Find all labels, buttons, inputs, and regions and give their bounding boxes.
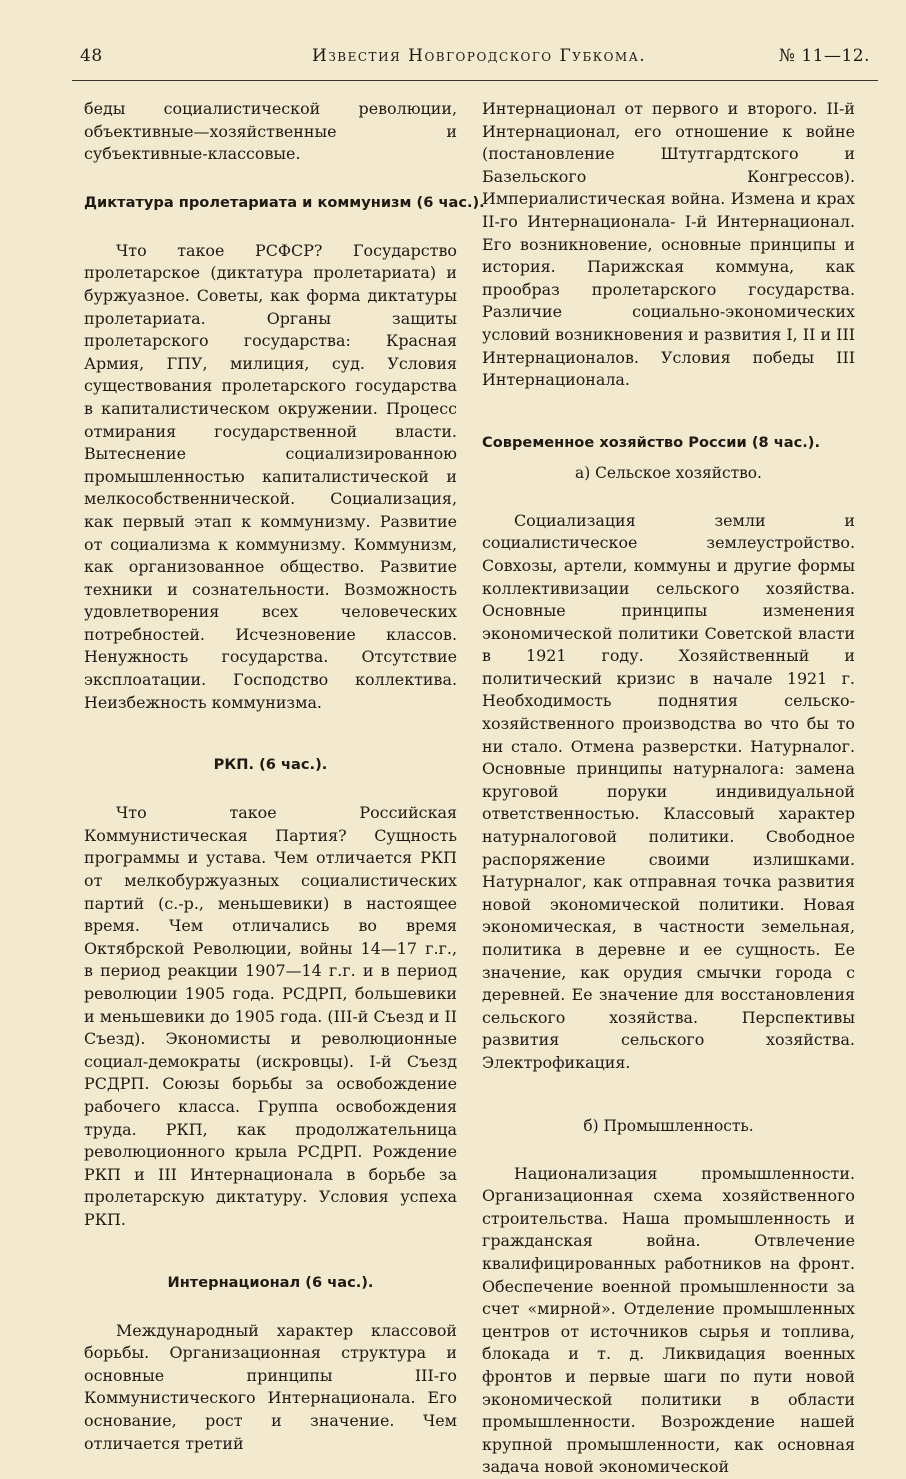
section-heading: Современное хозяйство России (8 час.). [482,433,821,451]
left-column [84,98,485,1455]
section-heading: Интернационал (6 час.). [167,1273,374,1291]
right-column [482,98,855,1479]
page-number: 48 [80,46,103,66]
paragraph: Что такое Российская Коммунистическая Партия? Сущность программы и устава. Чем отличается РКП от мелкобуржуазных социалистических партий (с.-р., меньшевики) в настоящее время. Чем отличались во время Октябрской Революции, войны 14—17 г.г., в период реакции 1907—14 г.г. и в период революции 1905 года. РСДРП, большевики и меньшевики до 1905 года. (III-й Съезд и II Съезд). Экономисты и революционные социал-демократы (искровцы). I-й Съезд РСДРП. Союзы борьбы за освобождение рабочего класса. Группа освобождения труда. РКП, как продолжательница революционного крыла РСДРП. Рождение РКП и III Интернационала в борьбе за пролетарскую диктатуру. Условия успеха РКП. [84,803,457,1229]
paragraph: Национализация промышленности. Организационная схема хозяйственного строительства. Наша промышленность и гражданская война. Отвлечение квалифицированных работников на фронт. Обеспечение военной промышленности за счет «мирной». Отделение промышленных центров от источников сырья и топлива, блокада и т. д. Ликвидация военных фронтов и первые шаги по пути новой экономической политики в области промышленности. Возрождение нашей крупной промышленности, как основная задача новой экономической [482,1163,855,1477]
paragraph: Социализация земли и социалистическое землеустройство. Совхозы, артели, коммуны и другие формы коллективизации сельского хозяйства. Основные принципы изменения экономической политики Советской власти в 1921 году. Хозяйственный и политический кризис в начале 1921 г. Необходимость поднятия сельско-хозяйственного производства во что бы то ни стало. Отмена разверстки. Натурналог. Основные принципы натурналога: замена круговой поруки индивидуальной ответственностью. Классовый характер натурналоговой политики. Свободное распоряжение своими излишками. Натурналог, как отправная точка развития новой экономической политики. Новая экономическая, в частности земельная, политика в деревне и ее сущность. Ее значение, как орудия смычки города с деревней. Ее значение для восстановления сельского хозяйства. Перспективы развития сельского хозяйства. Электрофикация. [482,510,855,1072]
paragraph: Что такое РСФСР? Государство пролетарское (диктатура пролетариата) и буржуазное. Советы, как форма диктатуры пролетариата. Органы защиты пролетарского государства: Красная Армия, ГПУ, милиция, суд. Условия существования пролетарского государства в капиталистическом окружении. Процесс отмирания государственной власти. Вытеснение социализированною промышленностью капиталистической и мелкособственнической. Социализация, как первый этап к коммунизму. Развитие от социализма к коммунизму. Коммунизм, как организованное общество. Развитие техники и сознательности. Возможность удовлетворения всех человеческих потребностей. Исчезновение классов. Ненужность государства. Отсутствие эксплоатации. Господство коллектива. Неизбежность коммунизма. [84,240,457,712]
section-heading: Диктатура пролетариата и коммунизм (6 час.). [84,193,485,211]
subsection-heading: а) Сельское хозяйство. [575,463,762,482]
paragraph: Международный характер классовой борьбы. Организационная структура и основные принципы III-го Коммунистического Интернационала. Его основание, рост и значение. Чем отличается третий [84,1320,457,1453]
issue-number: № 11—12. [778,46,870,66]
paragraph: беды социалистической революции, объективные—хозяйственные и субъективные-классовые. [84,99,457,164]
journal-title: Известия Новгородского Губкома. [312,46,647,66]
header-rule [72,80,878,81]
page-header [80,46,870,74]
section-heading: РКП. (6 час.). [213,756,328,774]
subsection-heading: б) Промышленность. [583,1116,754,1135]
paragraph: Интернационал от первого и второго. II-й Интернационал, его отношение к войне (постановление Штутгардтского и Базельского Конгрессов). Империалистическая война. Измена и крах II-го Интернационала- I-й Интернационал. Его возникновение, основные принципы и история. Парижская коммуна, как прообраз пролетарского государства. Различие социально-экономических условий возникновения и развития I, II и III Интернационалов. Условия победы III Интернационала. [482,99,855,390]
